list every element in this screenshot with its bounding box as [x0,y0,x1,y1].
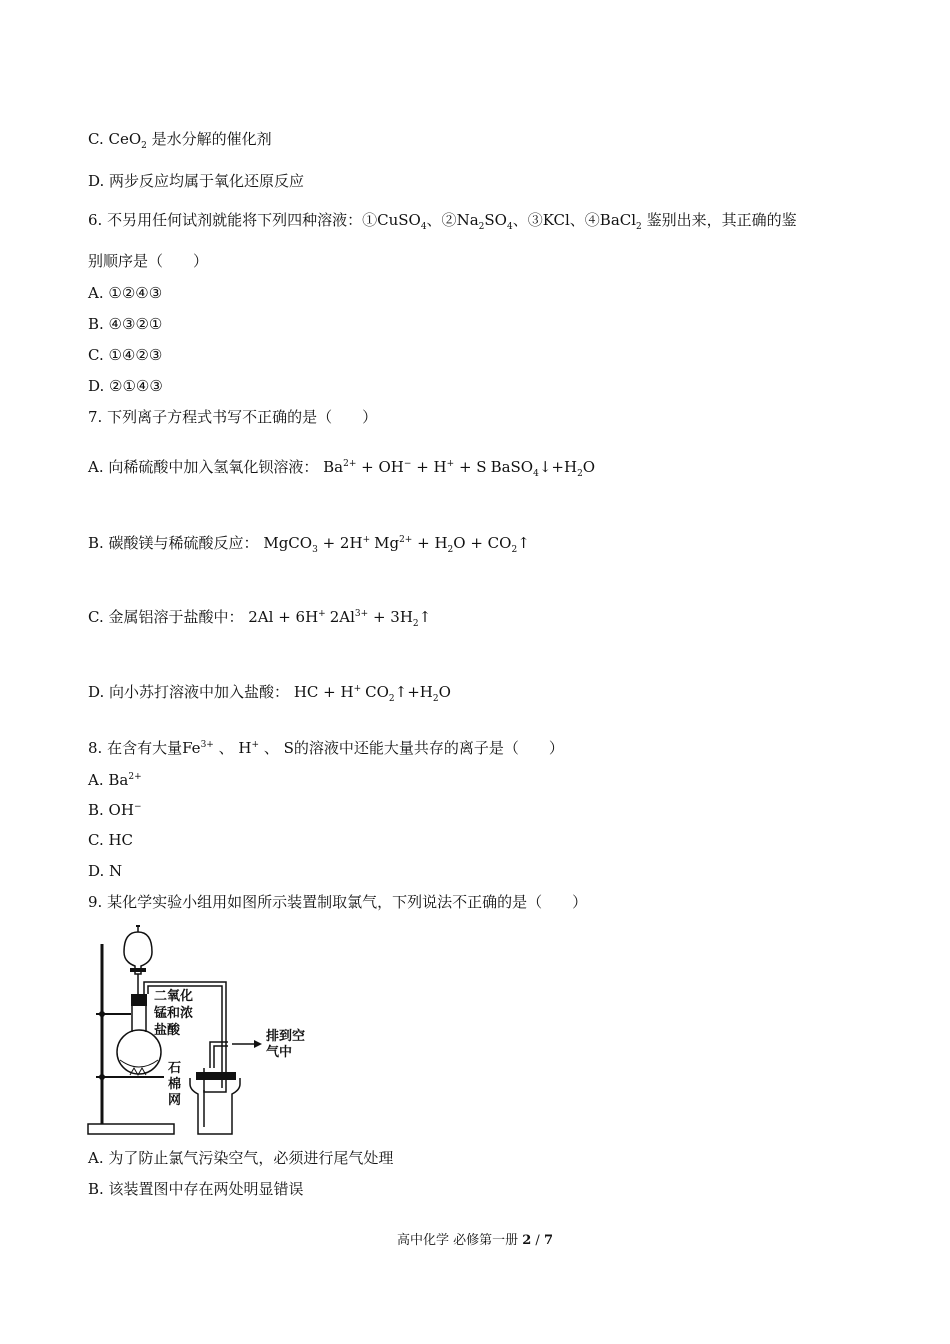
q8-option-d: D. N [88,862,123,880]
q6-stem: 6. 不另用任何试剂就能将下列四种溶液：①CuSO$_4$、$②Na_2SO_4$、③KCl、④BaCl$_2$ 鉴别出来，其正确的鉴 [88,211,797,232]
q5-option-c: C. CeO$_2$ 是水分解的催化剂 [88,130,272,151]
q8-option-a: A. $Ba^{2+}$ [88,771,142,789]
q6-option-c: C. ①④②③ [88,346,163,364]
q7-option-b: B. 碳酸镁与稀硫酸反应： MgCO$_3$ + 2H+ $Mg^{2+} + H_2O$ + $CO_2↑$ [88,534,530,555]
fig-label-exhaust-2: 气中 [266,1045,293,1060]
q8-option-b: B. OH− [88,801,142,819]
bottle-stopper [196,1072,236,1080]
fig-label-exhaust-1: 排到空 [266,1029,306,1044]
q7-option-a: A. 向稀硫酸中加入氢氧化钡溶液： $Ba^{2+} + OH^- + H^+ + S$ $BaSO_4↓+H_2O$ [88,458,596,479]
q5-option-d: D. 两步反应均属于氧化还原反应 [88,172,305,190]
fig-label-gauze-3: 网 [168,1093,182,1108]
fig-label-gauze-1: 石 [168,1061,182,1076]
fig-label-reagent-3: 盐酸 [154,1023,181,1038]
q6-option-d: D. ②①④③ [88,377,163,395]
q9-option-a: A. 为了防止氯气污染空气，必须进行尾气处理 [88,1149,394,1167]
clamp-knob-lower [99,1074,105,1080]
q7-option-c: C. 金属铝溶于盐酸中： 2Al + 6H+ $2Al^{3+}$ + $3H_2↑$ [88,608,432,629]
q8-option-c: C. HC [88,831,134,849]
clamp-knob-upper [99,1011,105,1017]
page-total: 7 [543,1233,553,1248]
q6-option-b: B. ④③②① [88,315,163,333]
q6-option-a: A. ①②④③ [88,284,163,302]
flask-stopper [131,994,147,1006]
q7-stem: 7. 下列离子方程式书写不正确的是（ ） [88,408,378,426]
chlorine-apparatus-diagram [86,922,316,1140]
separatory-funnel [124,932,152,974]
q7-option-d: D. 向小苏打溶液中加入盐酸： HC + H+ $CO_2↑+H_2O$ [88,683,451,704]
page-number: 2 [522,1233,532,1248]
q9-option-b: B. 该装置图中存在两处明显错误 [88,1180,304,1198]
stand-base [88,1124,174,1134]
gas-collection-bottle [190,1078,240,1134]
page-footer: 高中化学 必修第一册 2 / 7 [396,1233,553,1248]
fig-label-gauze-2: 棉 [168,1077,182,1092]
q9-stem: 9. 某化学实验小组用如图所示装置制取氯气，下列说法不正确的是（ ） [88,893,588,911]
q8-stem: 8. 在含有大量$Fe^{3+}$ 、 H+ 、 S的溶液中还能大量共存的离子是（ ） [88,739,564,757]
fig-label-reagent-1: 二氧化 [154,989,194,1004]
stopcock [130,968,146,972]
q6-stem-cont: 别顺序是（ ） [88,252,209,270]
fig-label-reagent-2: 锰和浓 [154,1006,194,1021]
